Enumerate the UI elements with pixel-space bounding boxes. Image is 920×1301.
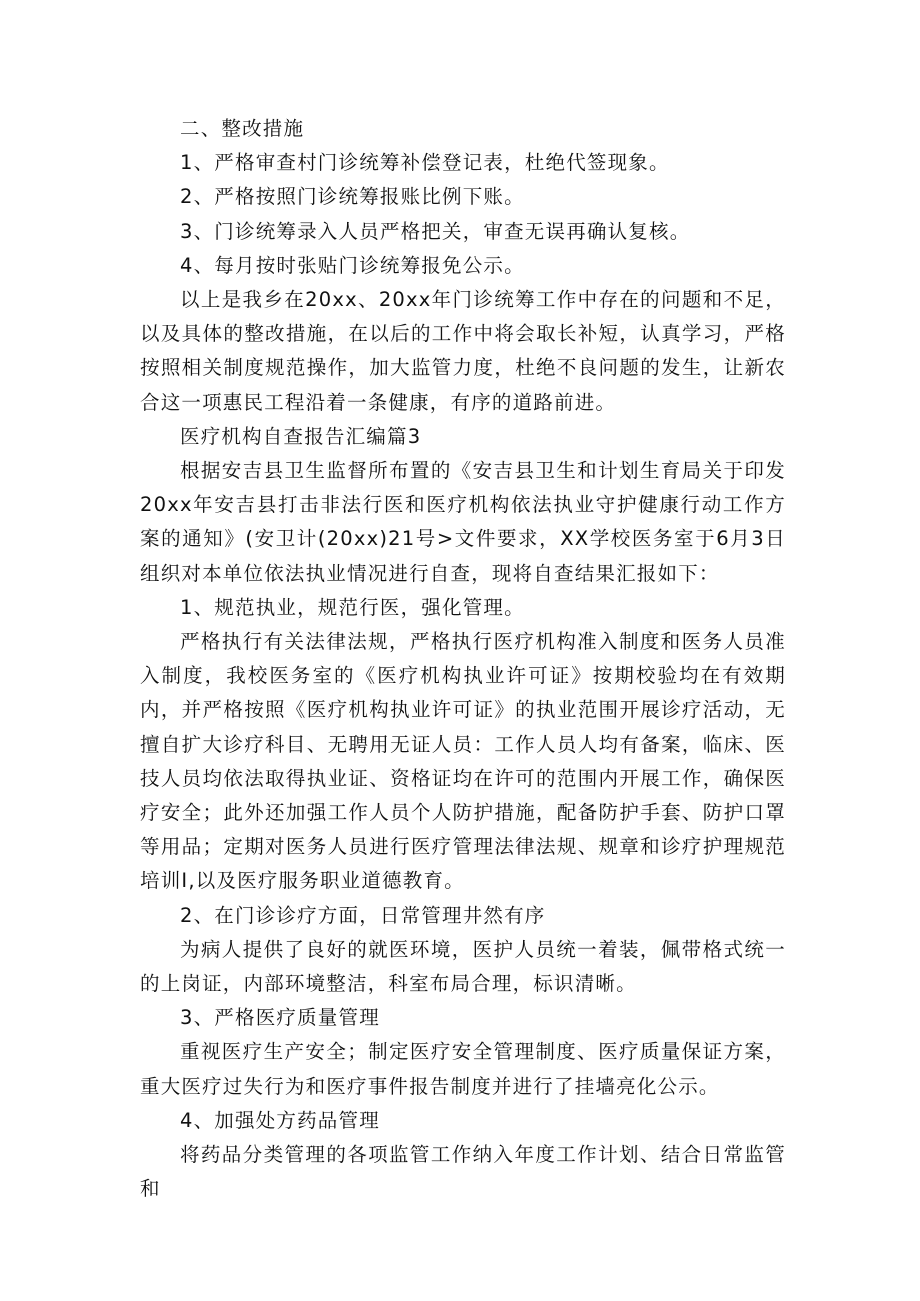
subsection-heading: 4、加强处方药品管理	[180, 1108, 380, 1132]
list-item: 4、每月按时张贴门诊统筹报免公示。	[180, 253, 525, 277]
body-paragraph: 根据安吉县卫生监督所布置的《安吉县卫生和计划生育局关于印发20xx年安吉县打击非法行医和医疗机构依法执业守护健康行动工作方案的通知》(安卫计(20xx)21号>文件要求，XX学校医务室于6月3日组织对本单位依法执业情况进行自查，现将自查结果汇报如下：	[140, 459, 786, 585]
body-paragraph: 将药品分类管理的各项监管工作纳入年度工作计划、结合日常监管和	[140, 1143, 786, 1201]
document-body	[140, 112, 786, 1207]
section-heading: 二、整改措施	[180, 117, 305, 140]
list-item: 3、门诊统筹录入人员严格把关，审查无误再确认复核。	[180, 219, 691, 243]
body-paragraph: 为病人提供了良好的就医环境，医护人员统一着装，佩带格式统一的上岗证，内部环境整洁，科室布局合理，标识清晰。	[140, 937, 786, 996]
article-title: 医疗机构自查报告汇编篇3	[180, 424, 422, 448]
subsection-heading: 2、在门诊诊疗方面，日常管理井然有序	[180, 903, 546, 927]
body-paragraph: 以上是我乡在20xx、20xx年门诊统筹工作中存在的问题和不足，以及具体的整改措施，在以后的工作中将会取长补短，认真学习，严格按照相关制度规范操作，加大监管力度，杜绝不良问题的发生，让新农合这一项惠民工程沿着一条健康，有序的道路前进。	[140, 288, 786, 414]
subsection-heading: 3、严格医疗质量管理	[180, 1006, 380, 1030]
list-item: 1、严格审查村门诊统筹补偿登记表，杜绝代签现象。	[180, 151, 670, 175]
body-paragraph: 严格执行有关法律法规，严格执行医疗机构准入制度和医务人员准入制度，我校医务室的《医疗机构执业许可证》按期校验均在有效期内，并严格按照《医疗机构执业许可证》的执业范围开展诊疗活动，无擅自扩大诊疗科目、无聘用无证人员：工作人员人均有备案，临床、医技人员均依法取得执业证、资格证均在许可的范围内开展工作，确保医疗安全；此外还加强工作人员个人防护措施，配备防护手套、防护口罩等用品；定期对医务人员进行医疗管理法律法规、规章和诊疗护理规范培训I,以及医疗服务职业道德教育。	[140, 630, 786, 893]
list-item: 2、严格按照门诊统筹报账比例下账。	[180, 185, 525, 209]
subsection-heading: 1、规范执业，规范行医，强化管理。	[180, 595, 525, 619]
body-paragraph: 重视医疗生产安全；制定医疗安全管理制度、医疗质量保证方案，重大医疗过失行为和医疗事件报告制度并进行了挂墙亮化公示。	[140, 1040, 786, 1098]
